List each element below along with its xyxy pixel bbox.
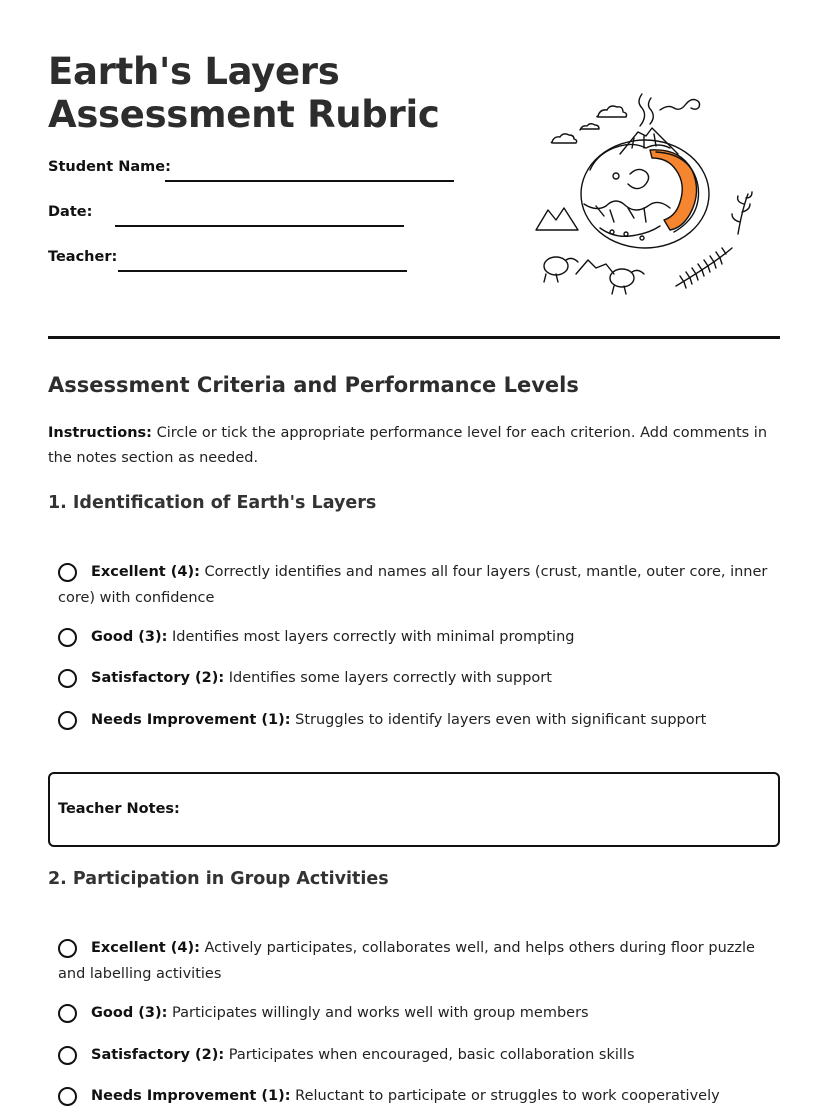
title-line-2: Assessment Rubric [48, 93, 440, 136]
level-description: Participates willingly and works well with group members [167, 1005, 589, 1021]
criterion-1-level-good[interactable] [58, 624, 770, 650]
level-description: Struggles to identify layers even with significant support [290, 712, 707, 728]
level-description: Identifies some layers correctly with support [224, 670, 552, 686]
earth-layers-volcano-illustration-icon [530, 88, 760, 300]
level-label: Needs Improvement (1): [91, 1088, 291, 1104]
instructions-text: Circle or tick the appropriate performance level for each criterion. Add comments in the notes section as needed. [48, 425, 768, 466]
level-description: Actively participates, collaborates well, and helps others during floor puzzle and labelling activities [58, 940, 755, 982]
teacher-label: Teacher: [48, 249, 118, 265]
date-label: Date: [48, 204, 93, 220]
instructions-label: Instructions: [48, 425, 152, 441]
title-line-1: Earth's Layers [48, 50, 340, 93]
level-description: Reluctant to participate or struggles to work cooperatively [290, 1088, 720, 1104]
criterion-2-level-needs-improvement[interactable] [58, 1083, 770, 1109]
criterion-2-level-satisfactory[interactable] [58, 1042, 770, 1068]
level-label: Satisfactory (2): [91, 1047, 225, 1063]
section-heading: Assessment Criteria and Performance Levels [48, 373, 579, 397]
instructions [48, 421, 788, 471]
radio-circle-icon[interactable] [58, 628, 77, 647]
level-description: Correctly identifies and names all four layers (crust, mantle, outer core, inner core) with confidence [58, 564, 768, 606]
criterion-1-heading: 1. Identification of Earth's Layers [48, 493, 377, 513]
teacher-notes-label: Teacher Notes: [58, 801, 180, 817]
radio-circle-icon[interactable] [58, 1004, 77, 1023]
level-label: Excellent (4): [91, 940, 200, 956]
criterion-1-level-excellent[interactable] [58, 559, 770, 611]
teacher-line[interactable] [118, 270, 407, 272]
level-label: Satisfactory (2): [91, 670, 225, 686]
page-title [48, 50, 518, 136]
level-label: Good (3): [91, 1005, 168, 1021]
criterion-1-level-needs-improvement[interactable] [58, 707, 770, 733]
radio-circle-icon[interactable] [58, 563, 77, 582]
level-description: Identifies most layers correctly with minimal prompting [167, 629, 575, 645]
radio-circle-icon[interactable] [58, 939, 77, 958]
radio-circle-icon[interactable] [58, 1087, 77, 1106]
level-label: Good (3): [91, 629, 168, 645]
radio-circle-icon[interactable] [58, 1046, 77, 1065]
student-name-label: Student Name: [48, 159, 171, 175]
criterion-2-level-excellent[interactable] [58, 935, 770, 987]
criterion-2-level-good[interactable] [58, 1000, 770, 1026]
level-description: Participates when encouraged, basic collaboration skills [224, 1047, 635, 1063]
header-divider [48, 336, 780, 339]
criterion-1-level-satisfactory[interactable] [58, 665, 770, 691]
level-label: Excellent (4): [91, 564, 200, 580]
teacher-notes-box[interactable] [48, 772, 780, 847]
radio-circle-icon[interactable] [58, 669, 77, 688]
student-name-line[interactable] [165, 180, 454, 182]
criterion-2-heading: 2. Participation in Group Activities [48, 869, 389, 889]
radio-circle-icon[interactable] [58, 711, 77, 730]
level-label: Needs Improvement (1): [91, 712, 291, 728]
date-line[interactable] [115, 225, 404, 227]
